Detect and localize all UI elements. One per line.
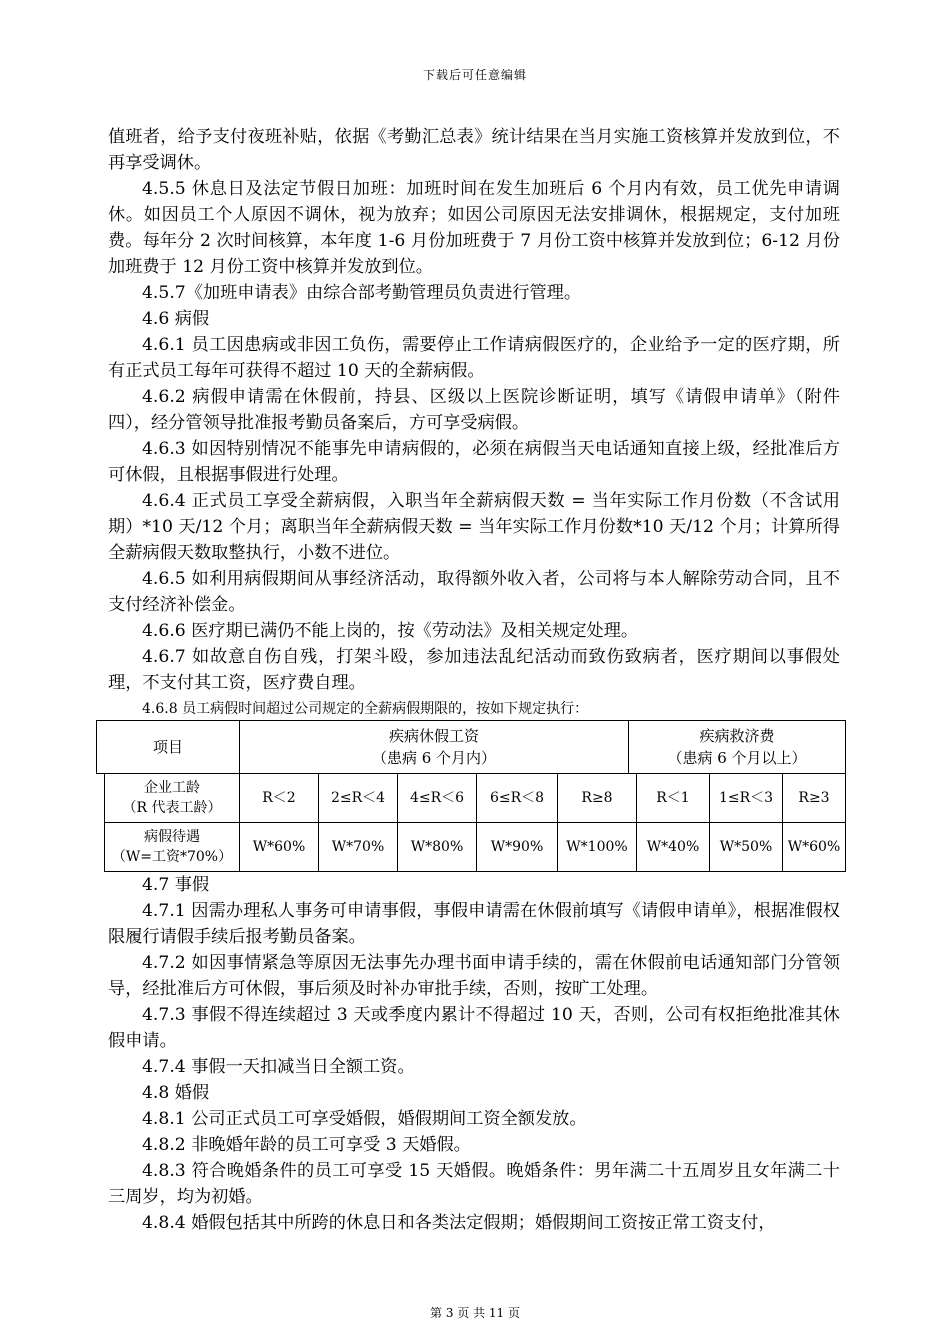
paragraph: 4.6.6 医疗期已满仍不能上岗的，按《劳动法》及相关规定处理。 (142, 621, 639, 641)
table-cell: R＜2 (240, 774, 319, 823)
table-row (105, 823, 846, 872)
row-label-line: （R 代表工龄） (122, 800, 222, 816)
table-cell: W*70% (319, 823, 398, 872)
page-footer: 第 3 页 共 11 页 (430, 1306, 520, 1320)
table-caption: 4.6.8 员工病假时间超过公司规定的全薪病假期限的，按如下规定执行： (142, 701, 589, 717)
paragraph: 值班者，给予支付夜班补贴，依据《考勤汇总表》统计结果在当月实施工资核算并发放到位，不再享受调休。 (108, 127, 840, 173)
paragraph: 4.5.7《加班申请表》由综合部考勤管理员负责进行管理。 (142, 283, 582, 303)
row-label-line: （W=工资*70%） (111, 849, 233, 865)
paragraph: 4.8.1 公司正式员工可享受婚假，婚假期间工资全额发放。 (142, 1109, 587, 1129)
document-body (108, 124, 840, 1236)
table-header-group1 (240, 721, 629, 774)
table-cell: W*80% (398, 823, 477, 872)
paragraph: 4.7.1 因需办理私人事务可申请事假，事假申请需在休假前填写《请假申请单》，根据准假权限履行请假手续后报考勤员备案。 (108, 901, 840, 947)
paragraph: 4.8.2 非晚婚年龄的员工可享受 3 天婚假。 (142, 1135, 471, 1155)
table-cell: W*40% (637, 823, 710, 872)
sick-leave-table-header (96, 720, 846, 774)
paragraph: 4.6.1 员工因患病或非因工负伤，需要停止工作请病假医疗的，企业给予一定的医疗期，所有正式员工每年可获得不超过 10 天的全薪病假。 (108, 335, 840, 381)
row-label-line: 病假待遇 (144, 829, 200, 845)
page-header: 下载后可任意编辑 (422, 68, 527, 82)
section-heading: 4.7 事假 (142, 875, 210, 895)
table-cell: R≥8 (558, 774, 637, 823)
table-cell: W*100% (558, 823, 637, 872)
paragraph: 4.6.3 如因特别情况不能事先申请病假的，必须在病假当天电话通知直接上级，经批准后方可休假，且根据事假进行处理。 (108, 439, 840, 485)
row-label-treatment (105, 823, 240, 872)
table-cell: R＜1 (637, 774, 710, 823)
paragraph: 4.7.2 如因事情紧急等原因无法事先办理书面申请手续的，需在休假前电话通知部门分管领导，经批准后方可休假，事后须及时补办审批手续，否则，按旷工处理。 (108, 953, 840, 999)
paragraphs-after-table (108, 872, 840, 1236)
table-cell: W*60% (783, 823, 846, 872)
table-cell: 4≤R＜6 (398, 774, 477, 823)
paragraphs-before-table (108, 124, 840, 696)
table-cell: R≥3 (783, 774, 846, 823)
paragraph: 4.7.4 事假一天扣减当日全额工资。 (142, 1057, 415, 1077)
group2-subtitle: （患病 6 个月以上） (667, 749, 807, 767)
table-cell: W*50% (710, 823, 783, 872)
table-cell: 2≤R＜4 (319, 774, 398, 823)
paragraph: 4.6.7 如故意自伤自残，打架斗殴，参加违法乱纪活动而致伤致病者，医疗期间以事假处理，不支付其工资，医疗费自理。 (108, 647, 840, 693)
group1-title: 疾病休假工资 (388, 727, 479, 745)
paragraph: 4.6.4 正式员工享受全薪病假，入职当年全薪病假天数 = 当年实际工作月份数（不含试用期）*10 天/12 个月；离职当年全薪病假天数 = 当年实际工作月份数*10 天/12 个月；计算所得全薪病假天数取整执行，小数不进位。 (108, 491, 840, 563)
paragraph: 4.7.3 事假不得连续超过 3 天或季度内累计不得超过 10 天，否则，公司有权拒绝批准其休假申请。 (108, 1005, 840, 1051)
group1-subtitle: （患病 6 个月内） (371, 749, 497, 767)
row-label-seniority (105, 774, 240, 823)
table-cell: W*90% (477, 823, 558, 872)
section-heading: 4.6 病假 (142, 309, 210, 329)
paragraph: 4.6.5 如利用病假期间从事经济活动，取得额外收入者，公司将与本人解除劳动合同，且不支付经济补偿金。 (108, 569, 840, 615)
section-heading: 4.8 婚假 (142, 1083, 210, 1103)
table-header-group2 (629, 721, 846, 774)
table-cell: W*60% (240, 823, 319, 872)
paragraph: 4.6.2 病假申请需在休假前，持县、区级以上医院诊断证明，填写《请假申请单》（附件四），经分管领导批准报考勤员备案后，方可享受病假。 (108, 387, 840, 433)
group2-title: 疾病救济费 (699, 727, 775, 745)
table-cell: 1≤R＜3 (710, 774, 783, 823)
row-label-line: 企业工龄 (144, 780, 200, 796)
table-header-item: 项目 (97, 721, 240, 774)
sick-leave-table-body (104, 774, 846, 872)
paragraph: 4.8.3 符合晚婚条件的员工可享受 15 天婚假。晚婚条件：男年满二十五周岁且女年满二十三周岁，均为初婚。 (108, 1161, 840, 1207)
table-cell: 6≤R＜8 (477, 774, 558, 823)
paragraph: 4.5.5 休息日及法定节假日加班：加班时间在发生加班后 6 个月内有效，员工优先申请调休。如因员工个人原因不调休，视为放弃；如因公司原因无法安排调休，根据规定，支付加班费。每年分 2 次时间核算，本年度 1-6 月份加班费于 7 月份工资中核算并发放到位；6-12 月份加班费于 12 月份工资中核算并发放到位。 (108, 179, 840, 277)
paragraph: 4.8.4 婚假包括其中所跨的休息日和各类法定假期；婚假期间工资按正常工资支付， (142, 1213, 776, 1233)
table-row (105, 774, 846, 823)
